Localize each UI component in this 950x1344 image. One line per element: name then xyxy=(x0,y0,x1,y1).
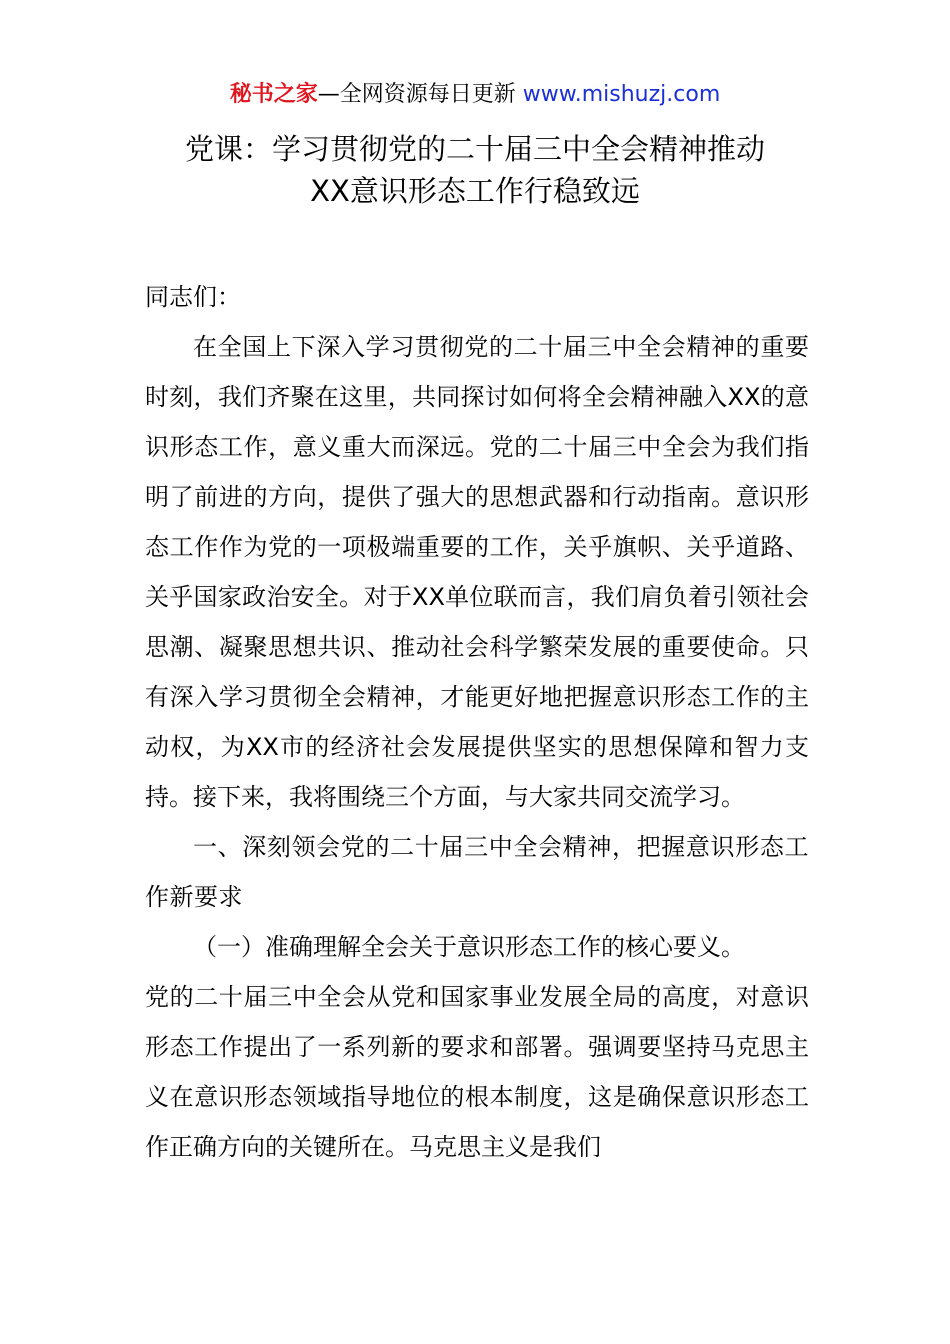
document-title xyxy=(100,128,850,212)
site-brand-name: 秘书之家 xyxy=(229,82,318,107)
document-title-line-1: 党课：学习贯彻党的二十届三中全会精神推动 xyxy=(184,132,765,166)
salutation: 同志们： xyxy=(145,283,241,311)
intro-paragraph: 在全国上下深入学习贯彻党的二十届三中全会精神的重要时刻，我们齐聚在这里，共同探讨如何将全会精神融入XX的意识形态工作，意义重大而深远。党的二十届三中全会为我们指明了前进的方向，提供了强大的思想武器和行动指南。意识形态工作作为党的一项极端重要的工作，关乎旗帜、关乎道路、关乎国家政治安全。对于XX单位联而言，我们肩负着引领社会思潮、凝聚思想共识、推动社会科学繁荣发展的重要使命。只有深入学习贯彻全会精神，才能更好地把握意识形态工作的主动权，为XX市的经济社会发展提供坚实的思想保障和智力支持。接下来，我将围绕三个方面，与大家共同交流学习。 xyxy=(145,333,809,811)
site-banner xyxy=(0,80,950,110)
section-heading-1: 一、深刻领会党的二十届三中全会精神，把握意识形态工作新要求 xyxy=(145,833,809,911)
body-paragraph-2: 党的二十届三中全会从党和国家事业发展全局的高度，对意识形态工作提出了一系列新的要求和部署。强调要坚持马克思主义在意识形态领域指导地位的根本制度，这是确保意识形态工作正确方向的关键所在。马克思主义是我们 xyxy=(145,983,809,1161)
subsection-heading-1: （一）准确理解全会关于意识形态工作的核心要义。 xyxy=(193,933,745,961)
document-body xyxy=(145,272,809,1172)
site-url-link[interactable]: www.mishuzj.com xyxy=(522,82,721,107)
document-title-line-2: XX意识形态工作行稳致远 xyxy=(310,174,640,208)
site-tagline: —全网资源每日更新 xyxy=(317,82,516,107)
